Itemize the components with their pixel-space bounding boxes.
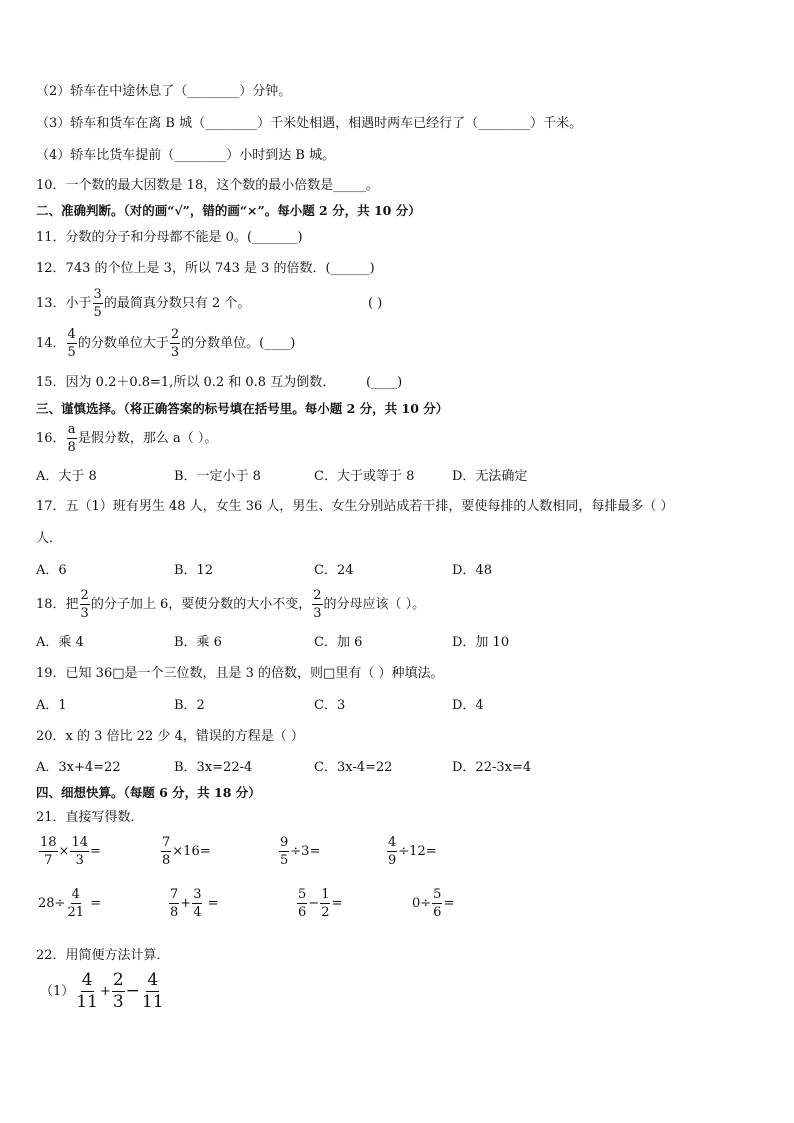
q16-option-b: B．一定小于 8 bbox=[174, 469, 261, 484]
fraction: $\frac{4}{21}$ bbox=[67, 887, 84, 920]
fraction-four-fifths: $\frac{4}{5}$ bbox=[67, 327, 76, 360]
expr-7: $\frac{5}{6}$ − $\frac{1}{2}$ = bbox=[298, 887, 343, 920]
question-10: 10．一个数的最大因数是 18，这个数的最小倍数是_____。 bbox=[36, 178, 379, 193]
q17-option-b: B．12 bbox=[174, 563, 214, 578]
q9-part3: （3）轿车和货车在离 B 城（________）千米处相遇，相遇时两车已经行了（________）千米。 bbox=[36, 116, 583, 131]
question-15: 15．因为 0.2＋0.8=1,所以 0.2 和 0.8 互为倒数． bbox=[36, 375, 336, 390]
q20-option-b: B．3x=22-4 bbox=[174, 760, 253, 775]
fraction-a-over-8: $\frac{a}{8}$ bbox=[67, 422, 76, 455]
fraction-three-fifths: $\frac{3}{5}$ bbox=[93, 287, 102, 320]
question-19: 19．已知 36□是一个三位数，且是 3 的倍数，则□里有（ ）种填法。 bbox=[36, 666, 444, 681]
q18-option-c: C．加 6 bbox=[314, 635, 363, 650]
question-20: 20．x 的 3 倍比 22 少 4，错误的方程是（ ） bbox=[36, 729, 304, 744]
fraction: $\frac{4}{9}$ bbox=[388, 835, 397, 868]
question-18: 18．把 $\frac{2}{3}$ 的分子加上 6，要使分数的大小不变， $\frac{2}{3}$ 的分母应该（ ）。 bbox=[36, 588, 426, 621]
fraction-two-thirds: $\frac{2}{3}$ bbox=[170, 327, 180, 360]
fraction: $\frac{3}{4}$ bbox=[193, 887, 202, 920]
expr-1: $\frac{18}{7}$ × $\frac{14}{3}$ = bbox=[40, 835, 101, 868]
q19-option-b: B．2 bbox=[174, 698, 205, 713]
fraction: $\frac{5}{6}$ bbox=[298, 887, 307, 920]
fraction: $\frac{4}{11}$ bbox=[76, 970, 98, 1012]
calc-22-1: （1） $\frac{4}{11}$ + $\frac{2}{3}$ − $\frac{4}{11}$ bbox=[40, 970, 164, 1012]
q15-answer-paren: (____) bbox=[366, 375, 403, 390]
q16-option-a: A．大于 8 bbox=[36, 469, 97, 484]
q19-option-a: A．1 bbox=[36, 698, 67, 713]
question-14: 14． $\frac{4}{5}$ 的分数单位大于 $\frac{2}{3}$ 的分数单位。(____) bbox=[36, 327, 296, 360]
fraction: $\frac{18}{7}$ bbox=[40, 835, 57, 868]
expr-3: $\frac{9}{5}$ ÷3= bbox=[280, 835, 321, 868]
expr-5: 28÷ $\frac{4}{21}$ = bbox=[38, 887, 102, 920]
fraction-two-thirds: $\frac{2}{3}$ bbox=[313, 588, 322, 621]
q9-part4: （4）轿车比货车提前（________）小时到达 B 城。 bbox=[36, 148, 336, 163]
q16-option-d: D．无法确定 bbox=[452, 469, 528, 484]
question-22: 22．用简便方法计算． bbox=[36, 948, 170, 963]
q20-option-d: D．22-3x=4 bbox=[452, 760, 532, 775]
expr-8: 0÷ $\frac{5}{6}$ = bbox=[412, 887, 455, 920]
fraction: $\frac{7}{8}$ bbox=[162, 835, 171, 868]
fraction: $\frac{7}{8}$ bbox=[170, 887, 179, 920]
fraction-two-thirds: $\frac{2}{3}$ bbox=[80, 588, 89, 621]
expr-6: $\frac{7}{8}$ + $\frac{3}{4}$ = bbox=[170, 887, 219, 920]
q18-option-b: B．乘 6 bbox=[174, 635, 222, 650]
q20-option-c: C．3x-4=22 bbox=[314, 760, 393, 775]
section-2-heading: 二、准确判断。（对的画“√”，错的画“×”。每小题 2 分，共 10 分） bbox=[36, 203, 421, 218]
question-11: 11．分数的分子和分母都不能是 0。(_______) bbox=[36, 230, 303, 245]
q17-option-d: D．48 bbox=[452, 563, 492, 578]
q9-part2: （2）轿车在中途休息了（________）分钟。 bbox=[36, 84, 292, 99]
question-16: 16． $\frac{a}{8}$ 是假分数，那么 a（ ）。 bbox=[36, 422, 218, 455]
expr-2: $\frac{7}{8}$ ×16= bbox=[162, 835, 211, 868]
question-13: 13．小于 $\frac{3}{5}$ 的最简真分数只有 2 个。 bbox=[36, 287, 251, 320]
q17-option-a: A．6 bbox=[36, 563, 67, 578]
q17-option-c: C．24 bbox=[314, 563, 354, 578]
question-12: 12．743 的个位上是 3，所以 743 是 3 的倍数．(______) bbox=[36, 261, 375, 276]
fraction: $\frac{1}{2}$ bbox=[321, 887, 330, 920]
q18-option-a: A．乘 4 bbox=[36, 635, 84, 650]
question-21: 21．直接写得数． bbox=[36, 810, 144, 825]
question-17-line2: 人． bbox=[36, 531, 63, 546]
section-3-heading: 三、谨慎选择。（将正确答案的标号填在括号里。每小题 2 分，共 10 分） bbox=[36, 401, 449, 416]
q13-answer-paren: ( ) bbox=[368, 296, 383, 311]
q18-option-d: D．加 10 bbox=[452, 635, 510, 650]
q16-option-c: C．大于或等于 8 bbox=[314, 469, 415, 484]
q19-option-d: D．4 bbox=[452, 698, 484, 713]
fraction: $\frac{5}{6}$ bbox=[433, 887, 442, 920]
fraction: $\frac{14}{3}$ bbox=[71, 835, 88, 868]
fraction: $\frac{9}{5}$ bbox=[280, 835, 289, 868]
section-4-heading: 四、细想快算。（每题 6 分，共 18 分） bbox=[36, 785, 261, 800]
q20-option-a: A．3x+4=22 bbox=[36, 760, 121, 775]
q19-option-c: C．3 bbox=[314, 698, 346, 713]
expr-4: $\frac{4}{9}$ ÷12= bbox=[388, 835, 437, 868]
question-17-line1: 17．五（1）班有男生 48 人，女生 36 人，男生、女生分别站成若干排，要使每排的人数相同，每排最多（ ） bbox=[36, 499, 674, 514]
fraction: $\frac{2}{3}$ bbox=[112, 970, 124, 1012]
fraction: $\frac{4}{11}$ bbox=[141, 970, 164, 1012]
